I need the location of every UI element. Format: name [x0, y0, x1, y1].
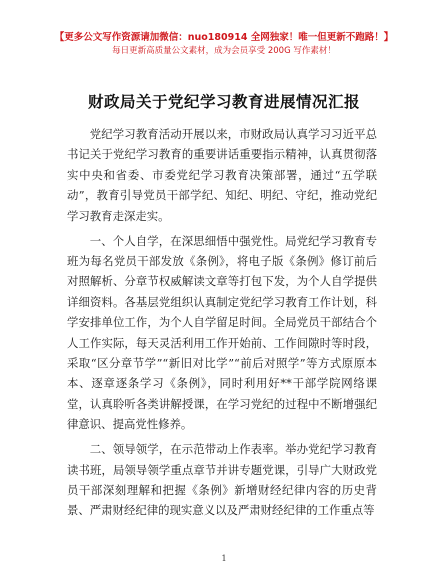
intro-paragraph: 党纪学习教育活动开展以来，市财政局认真学习习近平总书记关于党纪学习教育的重要讲话重要指示精神，认真贯彻落实中央和省委、市委党纪学习教育决策部署，通过“五学联动”，教育引导党员干部学纪、知纪、明纪、守纪，推动党纪学习教育走深走实。 — [67, 127, 377, 223]
section-two-paragraph: 二、领导领学，在示范带动上作表率。举办党纪学习教育读书班，局领导领学重点章节并讲专题党课，引导广大财政党员干部深刻理解和把握《条例》新增财经纪律内容的历史背景、严肃财经纪律的现实意义以及严肃财经纪律的工作重点等 — [67, 442, 377, 518]
promo-banner-line-2: 每日更新高质量公文素材，成为会员享受 200G 写作素材！ — [112, 46, 336, 56]
document-body — [67, 124, 377, 525]
section-one-paragraph: 一、个人自学，在深思细悟中强党性。局党纪学习教育专班为每名党员干部发放《条例》，将电子版《条例》修订前后对照解析、分章节权威解读文章等打包下发，为个人自学提供详细资料。各基层党组织认真制定党纪学习教育工作计划，科学安排单位工作，为个人自学留足时间。全局党员干部结合个人工作实际，每天灵活利用工作开始前、工作间隙时等时段，采取“区分章节学”“新旧对比学”“前后对照学”等方式原原本本、逐章逐条学习《条例》，同时利用好**干部学院网络课堂，认真聆听各类讲解授课，在学习党纪的过程中不断增强纪律意识、提高党性修养。 — [67, 233, 377, 432]
promo-banner-line-1: 【更多公文写作资源请加微信：nuo180914 全网独家！唯一但更新不跑路！】 — [54, 32, 394, 43]
document-title: 财政局关于党纪学习教育进展情况汇报 — [87, 93, 360, 111]
page-number: 1 — [221, 554, 227, 563]
